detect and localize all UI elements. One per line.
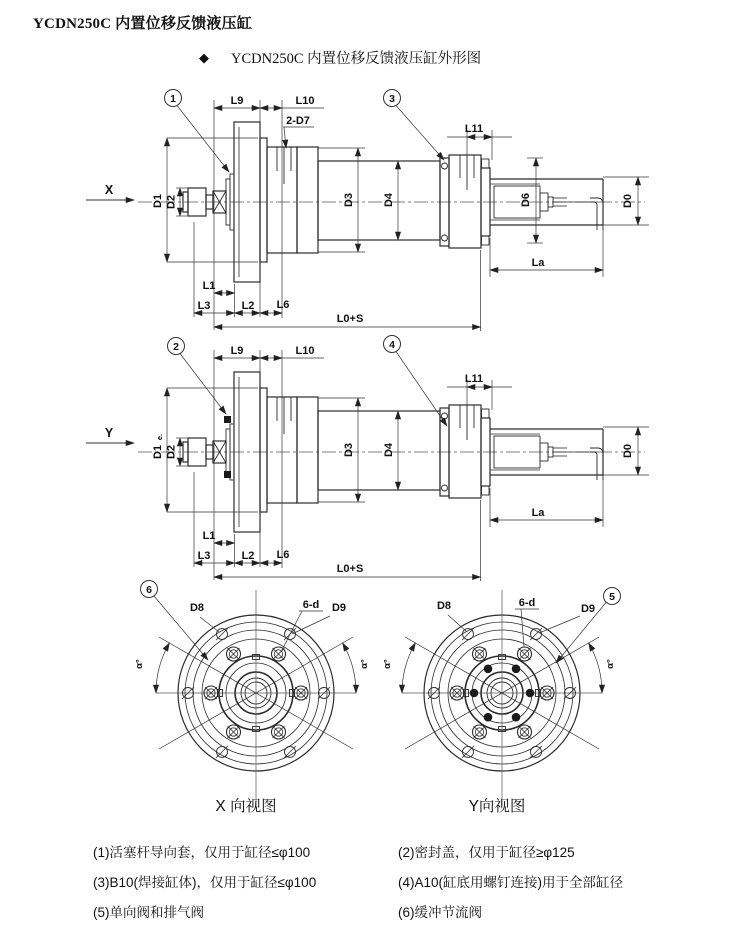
flange-face-drawing (402, 590, 602, 806)
dim-l3: L3 (197, 550, 211, 562)
dim-d9: D9 (331, 602, 347, 614)
callout-6: 6 (146, 583, 152, 596)
dim-l1: L1 (202, 530, 216, 542)
dim-d4: D4 (383, 442, 395, 458)
cylinder-side-drawing (138, 100, 649, 331)
seal-block-bottom (224, 471, 231, 478)
side-view-x (86, 90, 649, 332)
dim-l9: L9 (230, 95, 244, 107)
front-view-x (134, 581, 370, 816)
callout-1: 1 (170, 92, 176, 105)
flange-face-drawing (156, 590, 356, 806)
dim-d2: D2 (165, 444, 178, 460)
axis-label-y: Y (104, 426, 114, 440)
caption-y-view: Y向视图 (468, 798, 526, 815)
alpha-angle-right: α° (359, 659, 370, 669)
dim-l1: L1 (202, 280, 216, 292)
dim-d1: D1 (152, 193, 164, 209)
dim-d3: D3 (343, 192, 355, 208)
note-5: (5)单向阀和排气阀 (93, 905, 204, 920)
dim-d8: D8 (189, 602, 205, 614)
dim-l0s: L0+S (336, 563, 364, 575)
dim-la: La (531, 507, 545, 519)
side-x-extras (86, 90, 543, 244)
front-x-leaders (141, 581, 331, 661)
note-6: (6)缓冲节流阀 (398, 905, 482, 920)
dim-l2: L2 (241, 300, 255, 312)
dim-l3: L3 (197, 300, 211, 312)
dim-l6: L6 (276, 299, 290, 311)
subtitle-text: YCDN250C 内置位移反馈液压缸外形图 (231, 51, 482, 67)
page-title: YCDN250C 内置位移反馈液压缸 (33, 16, 253, 32)
cylinder-side-drawing (138, 350, 649, 581)
diamond-bullet-icon: ◆ (199, 49, 209, 65)
note-2: (2)密封盖，仅用于缸径≥φ125 (398, 845, 575, 860)
dim-l10: L10 (295, 95, 315, 107)
dim-d9: D9 (580, 603, 596, 615)
alpha-angle-right: α° (605, 659, 616, 669)
dim-d1: D1 (152, 444, 164, 460)
dim-2-d7: 2-D7 (286, 115, 310, 127)
callout-5: 5 (609, 590, 615, 603)
dim-d2: D2 (165, 194, 178, 210)
callout-2: 2 (173, 340, 179, 353)
caption-x-view: X 向视图 (215, 798, 277, 815)
dim-l0s: L0+S (336, 313, 364, 325)
dim-6-d: 6-d (302, 599, 320, 611)
dim-6-d: 6-d (518, 597, 536, 609)
note-3: (3)B10(焊接缸体)，仅用于缸径≤φ100 (93, 875, 317, 890)
axis-label-x: X (104, 183, 114, 197)
dim-l6: L6 (276, 549, 290, 561)
dim-d8: D8 (436, 600, 452, 612)
note-4: (4)A10(缸底用螺钉连接)用于全部缸径 (398, 875, 624, 890)
front-view-y (382, 588, 621, 816)
dim-l11: L11 (464, 373, 484, 385)
dim-d3: D3 (343, 442, 355, 458)
dim-d4: D4 (383, 192, 395, 208)
dim-la: La (531, 257, 545, 269)
dim-l9: L9 (230, 345, 244, 357)
alpha-angle-left: α° (382, 659, 393, 669)
seal-block-top (224, 416, 231, 423)
alpha-angle-left: α° (134, 659, 145, 669)
dim-l11: L11 (464, 123, 484, 135)
callout-4: 4 (389, 338, 395, 351)
dim-d6: D6 (520, 192, 532, 208)
dim-l2: L2 (241, 550, 255, 562)
dim-l10: L10 (295, 345, 315, 357)
callout-3: 3 (389, 92, 395, 105)
dim-d0: D0 (622, 443, 634, 459)
side-view-y (86, 336, 649, 582)
note-1: (1)活塞杆导向套，仅用于缸径≤φ100 (93, 845, 311, 860)
dim-d1-sub: e. (155, 433, 164, 441)
dim-d0: D0 (622, 193, 634, 209)
